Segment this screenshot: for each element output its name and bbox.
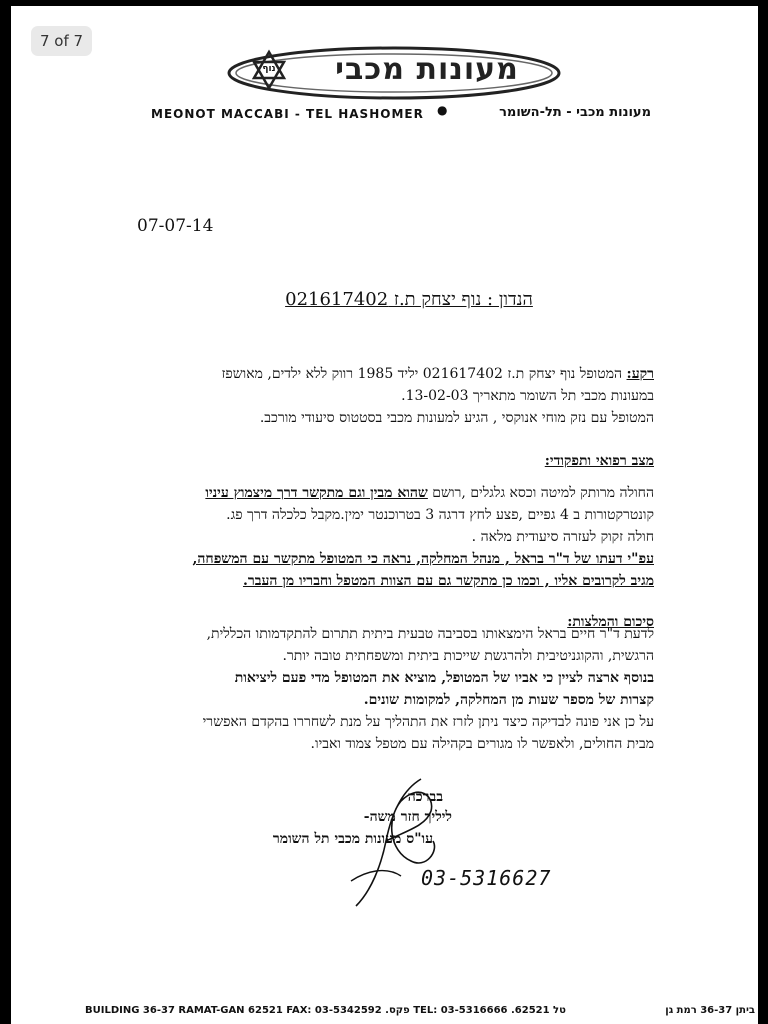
medical-emphasis: שהוא מבין וגם מתקשר דרך מיצמוץ עיניו [205, 485, 428, 501]
signature-name: ליליך חזר משה- [363, 809, 452, 825]
footer-english: BUILDING 36-37 RAMAT-GAN 62521 FAX: 03-5342592 .פקס TEL: 03-5316666 .טל 62521 [85, 1005, 566, 1016]
medical-bold-line-1: עפ"י דעתו של ד"ר בראל , מנהל המחלקה, נראה כי המטופל מתקשר עם המשפחה, [192, 551, 654, 567]
footer-hebrew: ביתן 36-37 רמת גן [665, 1005, 755, 1016]
medical-line-1: החולה מרותק למיטה וכסא גלגלים ,רושם שהוא מבין וגם מתקשר דרך מיצמוץ עיניו [205, 485, 654, 501]
letter-date: 07-07-14 [137, 216, 214, 236]
letter-subject: הנדון : נוף יצחק ת.ז 021617402 [285, 289, 533, 310]
handwritten-phone: 03-5316627 [421, 866, 552, 890]
letterhead-bullet: ● [437, 103, 448, 117]
medical-section [94, 482, 654, 592]
summary-section [94, 623, 654, 755]
letterhead-subheader [151, 102, 651, 124]
letter-footer [85, 1002, 755, 1022]
summary-line-1: לדעת ד"ר חיים בראל הימצאותו בסביבה טבעית ביתית תתרום להתקדמותו הכללית, [206, 626, 654, 642]
summary-line-3: על כן אני פונה לבדיקה כיצד ניתן לזרז את התהליך על מנת לשחררו בהקדם האפשרי [202, 714, 654, 730]
summary-heading: סיכום והמלצות: [567, 614, 654, 630]
background-line-3: המטופל עם נזק מוחי אנוקסי , הגיע למעונות מכבי בסטטוס סיעודי מורכב. [259, 410, 654, 426]
medical-line-2: קונטרקטורות ב 4 גפיים ,פצע לחץ דרגה 3 בטרוכנטר ימין.מקבל כלכלה דרך פג. [226, 507, 654, 523]
summary-bold-line-2: קצרות של מספר שעות מן המחלקה, למקומות שונים. [363, 692, 654, 708]
background-section [114, 363, 654, 429]
summary-line-2: הרגשית, והקוגניטיבית ולהרגשת שייכות ביתית ומשפחתית טובה יותר. [282, 648, 654, 664]
logo-text: מעונות מכבי [335, 52, 519, 87]
summary-bold-line-1: בנוסף ארצה לציין כי אביו של המטופל, מוציא את המטופל מדי פעם ליציאות [234, 670, 654, 686]
signature-title: עו"ס מעונות מכבי תל השומר [272, 831, 433, 847]
background-line-1: רקע: המטופל נוף יצחק ת.ז 021617402 יליד 1985 רווק ללא ילדים, מאושפז [221, 366, 654, 382]
background-label: רקע: [626, 366, 654, 382]
document-page [11, 6, 758, 1024]
medical-line-3: חולה זקוק לעזרה סיעודית מלאה . [471, 529, 654, 545]
letterhead-english-name: MEONOT MACCABI - TEL HASHOMER [151, 107, 424, 121]
background-line-2: במעונות מכבי תל השומר מתאריך 13-02-03. [401, 388, 654, 404]
logo-emblem-text: נוף [262, 64, 276, 74]
letterhead-hebrew-name: מעונות מכבי - תל-השומר [499, 105, 651, 120]
medical-bold-line-2: מגיב לקרובים אליו , וכמו כן מתקשר גם עם הצוות המטפל וחבריו מן העבר. [242, 573, 654, 589]
summary-line-4: מבית החולים, ולאפשר לו מגורים בקהילה עם מטפל צמוד ואביו. [310, 736, 654, 752]
medical-heading: מצב רפואי ותפקודי: [544, 453, 654, 469]
page-indicator: 7 of 7 [31, 26, 92, 56]
letterhead-logo [224, 44, 564, 102]
signature-greeting: בברכה [407, 789, 443, 805]
